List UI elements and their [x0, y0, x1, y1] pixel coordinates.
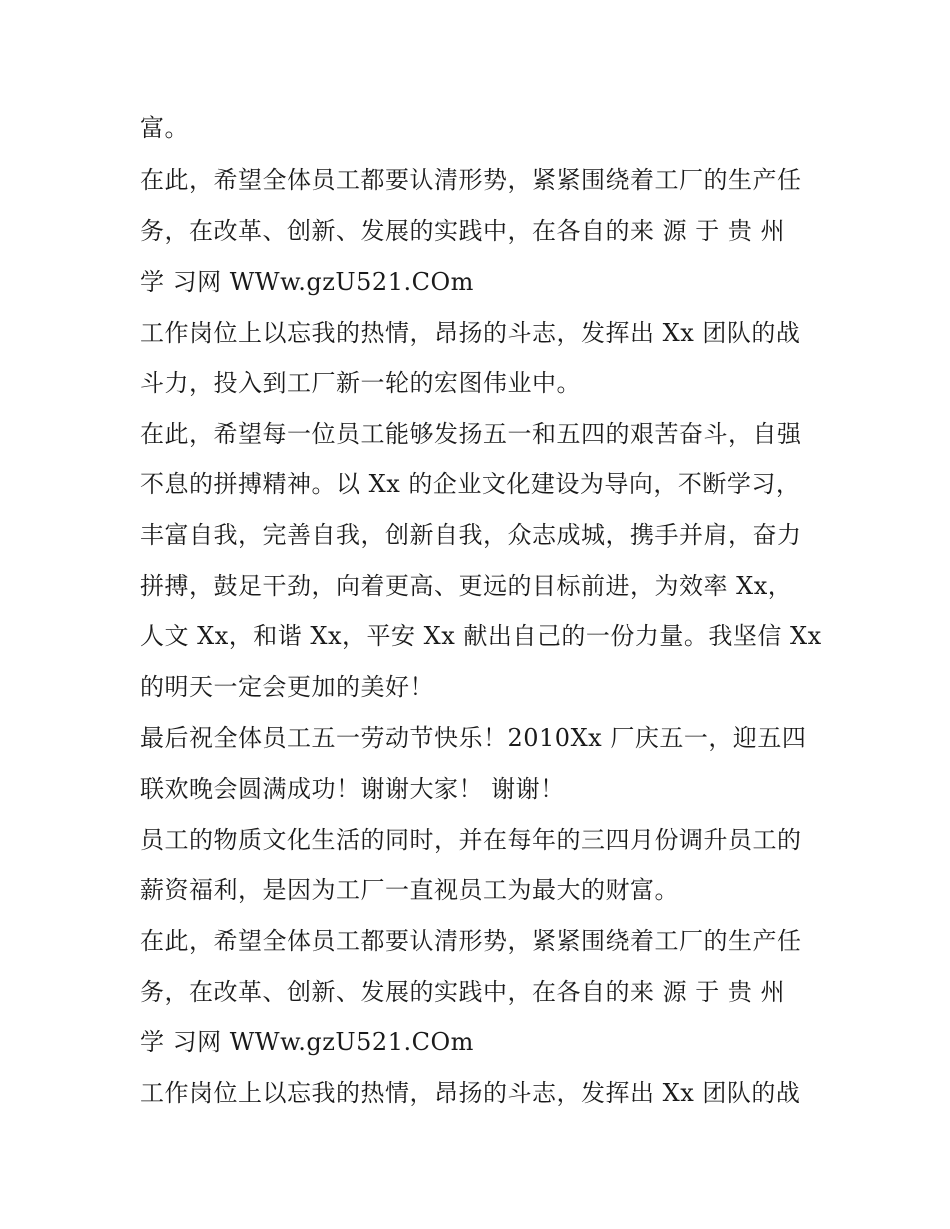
- text-line: 学 习网 WWw.gzU521.COm: [140, 1028, 474, 1056]
- text-line: 学 习网 WWw.gzU521.COm: [140, 268, 474, 296]
- text-line: 不息的拼搏精神。以 Xx 的企业文化建设为导向，不断学习，: [140, 470, 801, 498]
- text-line: 拼搏，鼓足干劲，向着更高、更远的目标前进，为效率 Xx，: [140, 572, 793, 600]
- text-line: 工作岗位上以忘我的热情，昂扬的斗志，发挥出 Xx 团队的战: [140, 1079, 801, 1107]
- text-line: 丰富自我，完善自我，创新自我，众志成城，携手并肩，奋力: [140, 521, 802, 549]
- text-line: 务，在改革、创新、发展的实践中，在各自的来 源 于 贵 州: [140, 978, 786, 1006]
- text-line: 富。: [140, 114, 189, 142]
- text-line: 最后祝全体员工五一劳动节快乐！2010Xx 厂庆五一，迎五四: [140, 724, 807, 752]
- text-line: 的明天一定会更加的美好！: [140, 673, 434, 701]
- text-line: 人文 Xx，和谐 Xx，平安 Xx 献出自己的一份力量。我坚信 Xx: [140, 622, 822, 650]
- text-line: 斗力，投入到工厂新一轮的宏图伟业中。: [140, 369, 581, 397]
- text-line: 务，在改革、创新、发展的实践中，在各自的来 源 于 贵 州: [140, 217, 786, 245]
- text-line: 在此，希望全体员工都要认清形势，紧紧围绕着工厂的生产任: [140, 166, 802, 194]
- text-line: 在此，希望每一位员工能够发扬五一和五四的艰苦奋斗，自强: [140, 420, 802, 448]
- text-line: 联欢晚会圆满成功！谢谢大家！ 谢谢！: [140, 775, 565, 803]
- text-line: 在此，希望全体员工都要认清形势，紧紧围绕着工厂的生产任: [140, 927, 802, 955]
- text-line: 工作岗位上以忘我的热情，昂扬的斗志，发挥出 Xx 团队的战: [140, 319, 801, 347]
- text-line: 薪资福利，是因为工厂一直视员工为最大的财富。: [140, 876, 679, 904]
- text-line: 员工的物质文化生活的同时，并在每年的三四月份调升员工的: [140, 826, 802, 854]
